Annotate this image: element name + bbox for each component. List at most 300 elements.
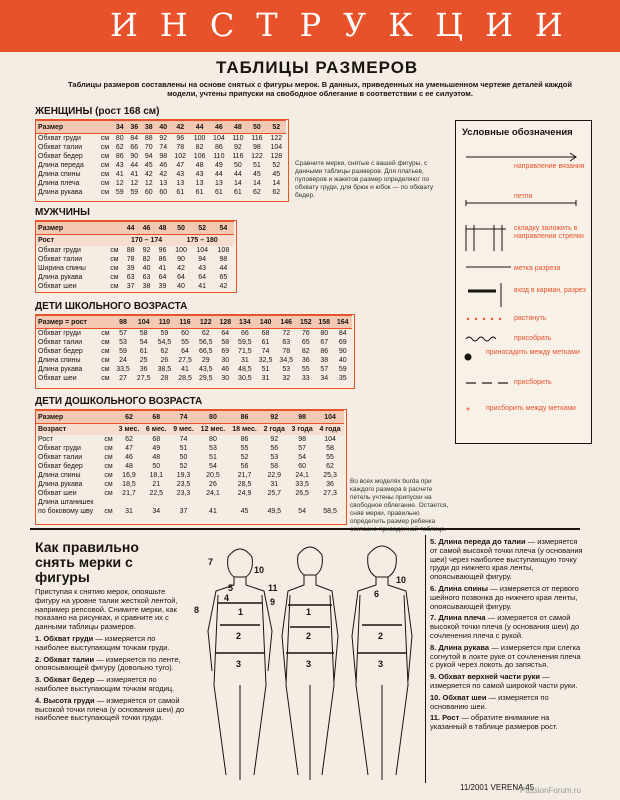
table-cell: 24	[119, 357, 127, 364]
table-cell: см	[104, 490, 113, 497]
table-row	[36, 179, 286, 188]
table-cell: 92	[260, 411, 288, 424]
table-cell: 58	[221, 339, 230, 346]
table-cell: 43,5	[198, 366, 213, 373]
table-cell: 98	[298, 436, 307, 443]
table-cell: 59	[338, 366, 347, 373]
table-cell: 69	[338, 339, 347, 346]
table-cell: 30	[221, 375, 230, 382]
table-cell: 86	[158, 256, 167, 263]
table-cell: 57	[119, 330, 127, 337]
table-cell: 108	[217, 247, 230, 254]
table-cell: 59	[115, 189, 124, 196]
table-cell: 164	[333, 316, 352, 329]
preschool-note: Во всех моделях burda при каждого размера в расчете петель учтены припуски на свободное облегание. Остается, сняв мерки, правильно определить размер ребенка согласно приведенной таблице.	[350, 478, 449, 533]
table-row	[36, 316, 352, 329]
table-cell: 42	[219, 283, 228, 290]
table-cell: 82	[301, 348, 310, 355]
table-cell: 104	[196, 247, 209, 254]
legend-box	[455, 120, 592, 444]
table-cell: 63	[282, 339, 291, 346]
table-cell: 78	[282, 348, 291, 355]
height-row	[36, 235, 234, 247]
women-note: Сравните мерки, снятые с вашей фигуры, с данными таблицы размеров. Для платьев, пуловеров и жакетов размер определяют по обхвату груди, для брюк и юбок — по обхвату бедер.	[295, 160, 434, 199]
table-cell: 27,5	[178, 357, 192, 364]
table-cell: 38	[142, 283, 151, 290]
table-cell: 88	[144, 135, 153, 142]
table-cell: 152	[297, 316, 315, 329]
table-row	[36, 435, 344, 444]
table-cell: 34	[152, 508, 161, 515]
table-cell: Обхват шеи	[38, 375, 77, 382]
table-cell: 36	[139, 366, 148, 373]
table-cell: 82	[142, 256, 151, 263]
table-cell: 78	[126, 256, 135, 263]
table-cell: 80	[209, 436, 217, 443]
measure-item: 10. Обхват шеи — измеряется по основанию шеи.	[430, 692, 549, 711]
table-cell: Длина рукава	[38, 274, 83, 281]
figure-number: 2	[306, 631, 312, 641]
table-cell: 51	[261, 366, 270, 373]
table-cell	[260, 498, 288, 507]
table-cell: 22,5	[149, 490, 164, 497]
table-cell: 128	[270, 153, 283, 160]
table-cell: Длина переда	[38, 162, 84, 169]
table-cell: Размер	[36, 222, 106, 235]
men-size-table	[36, 221, 234, 291]
table-cell: 53	[119, 339, 127, 346]
table-cell: 74	[261, 348, 270, 355]
school-heading: ДЕТИ ШКОЛЬНОГО ВОЗРАСТА	[35, 301, 188, 312]
table-cell: 40	[177, 283, 185, 290]
table-cell: 62	[201, 330, 210, 337]
gather-icon	[466, 337, 496, 341]
table-cell: 62	[253, 189, 261, 196]
table-cell: 26,5	[295, 490, 309, 497]
table-cell: 65	[301, 339, 310, 346]
table-cell: см	[101, 348, 110, 355]
table-cell: 21	[152, 481, 161, 488]
table-cell: 41	[115, 171, 124, 178]
table-cell: 63	[126, 274, 135, 281]
figure-number: 2	[378, 631, 384, 641]
intro-text: Таблицы размеров составлены на основе снятых с фигуры мерок. В данных, приведенных на уменьшенном чертеже деталей каждой модели, учтены припуски на свободное облегание в соответствии с ее силуэтом.	[68, 80, 572, 98]
table-cell: 43	[176, 171, 185, 178]
women-size-table	[36, 120, 286, 197]
table-cell: 46	[221, 366, 230, 373]
table-cell: 42	[171, 121, 190, 134]
table-cell: 53	[270, 454, 279, 461]
table-cell: 36	[127, 121, 142, 134]
measure-item: 8. Длина рукава — измеряется при слегка согнутой в локте руке от сочленения плеча с рукой через локоть до запястья.	[430, 642, 581, 670]
table-cell: см	[110, 247, 119, 254]
table-row	[36, 121, 286, 134]
table-cell: 65	[219, 274, 228, 281]
table-cell: 92	[142, 247, 151, 254]
table-cell	[115, 498, 142, 507]
table-cell: 48,5	[238, 366, 252, 373]
table-cell: 45	[144, 162, 153, 169]
figure-number: 1	[238, 607, 244, 617]
preschool-heading: ДЕТИ ДОШКОЛЬНОГО ВОЗРАСТА	[35, 396, 203, 407]
table-cell: 44	[123, 222, 139, 235]
table-row	[36, 498, 344, 507]
table-cell: 51	[209, 454, 217, 461]
table-cell: см	[110, 265, 119, 272]
table-cell: 34,5	[279, 357, 294, 364]
table-cell: Обхват бедер	[38, 463, 83, 470]
table-cell: 16,9	[122, 472, 136, 479]
table-cell: 98	[253, 144, 261, 151]
table-cell: Длина спины	[38, 171, 81, 178]
table-cell: 29	[201, 357, 210, 364]
table-cell: 116	[232, 153, 244, 160]
table-cell: 49	[215, 162, 223, 169]
figure-number: 7	[208, 557, 214, 567]
table-cell: 128	[216, 316, 234, 329]
table-cell: 134	[235, 316, 256, 329]
table-cell: Обхват шеи	[38, 490, 77, 497]
figure-number: 3	[378, 659, 384, 669]
table-cell	[98, 316, 112, 329]
table-cell: 116	[175, 316, 196, 329]
table-cell: 96	[158, 247, 167, 254]
page-footer: 11/2001 VERENA 45	[460, 783, 535, 792]
table-cell: 48	[229, 121, 248, 134]
table-cell: Обхват груди	[38, 330, 81, 337]
table-cell: см	[101, 339, 110, 346]
table-cell: 64	[158, 274, 167, 281]
table-cell: 104	[270, 144, 283, 151]
table-cell: 48	[125, 463, 133, 470]
table-cell: 122	[195, 316, 216, 329]
table-row	[36, 134, 286, 144]
table-cell: 28,5	[178, 375, 192, 382]
table-cell: 44	[190, 121, 209, 134]
table-cell: 28,5	[237, 481, 252, 488]
table-cell: 42	[159, 171, 168, 178]
table-cell: 66	[240, 330, 249, 337]
table-cell: 62	[272, 189, 281, 196]
table-cell: 2 года	[260, 424, 288, 436]
table-cell: 55	[326, 454, 334, 461]
table-cell: Длина спины	[38, 472, 81, 479]
measure-item: 7. Длина плеча — измеряется от самой высокой точки плеча (у основания шеи) до сочленения плеча с рукой.	[430, 613, 580, 640]
table-cell: см	[100, 153, 110, 160]
table-cell: 6 мес.	[143, 424, 170, 436]
table-cell: 48	[155, 222, 171, 235]
table-cell: 48	[195, 162, 204, 169]
table-cell: 49	[152, 445, 161, 452]
table-row	[36, 264, 234, 273]
table-cell: 39	[126, 265, 135, 272]
table-cell: 84	[130, 135, 139, 142]
table-cell: 48	[152, 454, 161, 461]
table-row	[36, 329, 352, 339]
figure-number: 5	[228, 583, 234, 593]
legend-item: приносадить между метками	[486, 349, 580, 356]
table-cell: 64	[181, 348, 189, 355]
table-cell: 51	[253, 162, 261, 169]
table-cell: 20,5	[206, 472, 220, 479]
head-outline	[228, 549, 253, 577]
how-title: Как правильно снять мерки с фигуры	[35, 539, 139, 585]
table-cell	[106, 235, 123, 247]
table-cell: 90	[177, 256, 185, 263]
table-cell: 26	[209, 481, 217, 488]
table-cell	[288, 498, 316, 507]
table-cell: 170 – 174	[123, 235, 171, 247]
table-cell: 46	[139, 222, 155, 235]
table-cell: см	[110, 274, 119, 281]
table-cell: 4 года	[316, 424, 344, 436]
how-left-column	[35, 588, 190, 726]
table-cell: 41	[198, 283, 207, 290]
table-row	[36, 424, 344, 436]
table-cell: Длина штанишек	[38, 499, 94, 506]
table-cell: 98	[219, 256, 228, 263]
table-cell	[143, 498, 170, 507]
table-cell	[197, 498, 229, 507]
table-cell: 68	[143, 411, 170, 424]
table-cell: 58	[326, 445, 334, 452]
table-cell: 62	[125, 436, 133, 443]
table-cell: Длина рукава	[38, 366, 83, 373]
table-cell: 38	[320, 357, 329, 364]
table-cell: 54	[298, 454, 307, 461]
table-cell: 64	[198, 274, 207, 281]
table-cell: 28	[160, 375, 169, 382]
table-cell	[102, 498, 116, 507]
page-title: ТАБЛИЦЫ РАЗМЕРОВ	[216, 58, 419, 77]
table-cell: 61	[215, 189, 223, 196]
table-cell: Обхват талии	[38, 339, 83, 346]
table-cell: 53	[282, 366, 291, 373]
table-cell: 92	[270, 436, 279, 443]
legend-item: направление вязания	[514, 163, 585, 170]
table-cell: Обхват шеи	[38, 283, 77, 290]
legend-item: вход в карман, разрез	[514, 287, 586, 294]
table-cell: 80	[320, 330, 329, 337]
table-cell: 60	[181, 330, 189, 337]
table-cell: 90	[130, 153, 139, 160]
table-cell: 104	[133, 316, 154, 329]
header-banner	[0, 0, 620, 52]
table-cell: 56	[270, 445, 279, 452]
table-cell: 86	[115, 153, 124, 160]
legend-item: присобрать	[514, 335, 552, 342]
table-cell: 33,5	[295, 481, 309, 488]
table-cell	[316, 498, 344, 507]
school-size-table	[36, 315, 352, 383]
table-row	[36, 161, 286, 170]
table-cell: 24,9	[237, 490, 252, 497]
table-cell: 52	[192, 222, 213, 235]
measure-item: 6. Длина спины — измеряется от первого шейного позвонка до нижнего края ленты, опоясывающей фигуру.	[430, 583, 579, 611]
table-cell: Размер	[36, 411, 102, 424]
table-cell: 3 мес.	[115, 424, 142, 436]
table-cell: 36	[326, 481, 334, 488]
table-cell: 80	[115, 135, 124, 142]
figure-number: 10	[254, 565, 265, 575]
table-cell: 104	[316, 411, 344, 424]
table-cell: 55	[301, 366, 310, 373]
table-cell: 57	[298, 445, 307, 452]
table-cell: 62	[115, 144, 124, 151]
table-row	[36, 152, 286, 161]
table-row	[36, 282, 234, 291]
table-cell: Размер	[36, 121, 97, 134]
table-row	[36, 273, 234, 282]
table-cell: 84	[338, 330, 347, 337]
table-cell: Обхват бедер	[38, 153, 83, 160]
preschool-size-table	[36, 410, 344, 516]
table-cell: 21,7	[122, 490, 136, 497]
table-cell: 61	[176, 189, 185, 196]
table-cell: Размер = рост	[36, 316, 98, 329]
table-cell: 30	[221, 357, 230, 364]
table-cell: Длина рукава	[38, 189, 83, 196]
table-cell: 13	[215, 180, 223, 187]
table-cell: 54	[209, 463, 217, 470]
table-row	[36, 471, 344, 480]
table-cell: 40	[142, 265, 151, 272]
table-cell: 29,5	[198, 375, 213, 382]
table-cell: см	[104, 481, 113, 488]
table-cell: см	[101, 375, 110, 382]
figure-number: 6	[374, 589, 380, 599]
table-cell: 62	[115, 411, 142, 424]
table-cell: 37	[179, 508, 188, 515]
table-cell: см	[104, 445, 113, 452]
table-cell: 70	[144, 144, 153, 151]
table-row	[36, 411, 344, 424]
table-cell: 82	[195, 144, 204, 151]
table-cell: см	[104, 508, 113, 515]
table-cell: 12	[115, 180, 124, 187]
table-cell: 37	[126, 283, 135, 290]
table-cell: 78	[176, 144, 185, 151]
table-cell: 60	[144, 189, 153, 196]
table-cell: 14	[253, 180, 261, 187]
table-cell: 59,5	[238, 339, 252, 346]
table-cell: см	[104, 472, 113, 479]
table-row	[36, 188, 286, 197]
table-row	[36, 143, 286, 152]
table-cell: 90	[338, 348, 347, 355]
table-cell: 50	[247, 121, 266, 134]
table-cell: 12	[144, 180, 153, 187]
how-right-column	[430, 538, 585, 735]
table-cell: 34	[320, 375, 329, 382]
table-cell: 23,3	[176, 490, 191, 497]
table-cell: 86	[229, 411, 261, 424]
women-heading: ЖЕНЩИНЫ (рост 168 см)	[35, 106, 160, 117]
table-cell: Рост	[38, 436, 53, 443]
table-cell: 122	[251, 153, 263, 160]
table-cell: 21,7	[237, 472, 252, 479]
table-cell: 61	[234, 189, 242, 196]
asterisk-icon: *	[466, 406, 470, 417]
table-cell: 18,5	[122, 481, 136, 488]
legend-item: петля	[514, 193, 533, 200]
table-cell: Возраст	[36, 424, 102, 436]
table-cell: 19,3	[176, 472, 191, 479]
table-cell: 18,1	[149, 472, 164, 479]
table-cell: 175 – 180	[170, 235, 234, 247]
table-cell: 67	[320, 339, 329, 346]
table-cell: Длина спины	[38, 357, 81, 364]
table-cell: 31	[261, 375, 270, 382]
measure-item: 11. Рост — обратите внимание на указанный в таблице размеров рост.	[430, 713, 558, 732]
table-cell: 43	[195, 171, 204, 178]
figure-number: 2	[236, 631, 242, 641]
table-cell: 54	[213, 222, 234, 235]
table-cell: 40	[156, 121, 171, 134]
table-cell: 52	[179, 463, 188, 470]
table-cell: Обхват талии	[38, 144, 83, 151]
table-cell: 68	[152, 436, 161, 443]
table-cell: 64	[221, 330, 230, 337]
table-cell: 59	[119, 348, 127, 355]
table-cell: 25,7	[267, 490, 282, 497]
table-cell: 64	[177, 274, 185, 281]
table-row	[36, 462, 344, 471]
table-cell: 46	[159, 162, 168, 169]
table-cell: см	[104, 463, 113, 470]
table-cell: 31	[240, 357, 249, 364]
table-cell: 94	[198, 256, 207, 263]
section-divider	[30, 528, 580, 530]
table-cell: 32	[282, 375, 291, 382]
men-heading: МУЖЧИНЫ	[35, 207, 90, 218]
table-cell: 60	[298, 463, 307, 470]
table-row	[36, 374, 352, 383]
table-cell: 104	[324, 436, 336, 443]
table-cell: 66	[130, 144, 139, 151]
table-row	[36, 356, 352, 365]
table-cell: 38,5	[157, 366, 172, 373]
table-cell: 45	[272, 171, 281, 178]
table-cell: 100	[175, 247, 187, 254]
table-cell: 45	[253, 171, 261, 178]
table-cell: см	[104, 436, 113, 443]
figure-number: 8	[194, 605, 200, 615]
table-cell: 68	[261, 330, 270, 337]
legend-item: растянуть	[514, 315, 547, 322]
table-cell: 106	[193, 153, 206, 160]
table-cell: 54,5	[157, 339, 172, 346]
table-cell: 31	[125, 508, 133, 515]
table-cell: 55	[181, 339, 189, 346]
measure-item: 3. Обхват бедер — измеряется по наиболее выступающим точкам ягодиц.	[35, 675, 175, 693]
table-cell: 74	[179, 436, 188, 443]
table-cell: см	[100, 180, 110, 187]
table-cell: 56	[240, 463, 249, 470]
table-cell: 50	[152, 463, 161, 470]
table-cell: 45	[240, 508, 249, 515]
table-cell: 69	[221, 348, 230, 355]
table-cell: 46	[209, 121, 228, 134]
table-row	[36, 489, 344, 498]
table-cell: 44	[130, 162, 139, 169]
legend-item: присборить	[514, 379, 552, 386]
table-cell: 55	[240, 445, 249, 452]
table-cell: 66,5	[198, 348, 213, 355]
table-row	[36, 222, 234, 235]
figure-number: 9	[270, 597, 276, 607]
table-row	[36, 480, 344, 489]
